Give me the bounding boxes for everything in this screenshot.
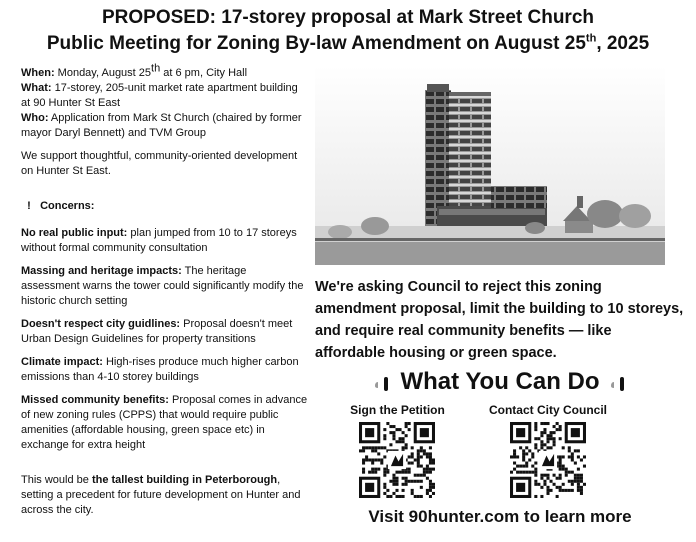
concerns-heading [21,199,308,214]
what-label: What: [21,82,52,94]
flyer-subtitle [0,32,696,55]
concern-label: Missed community benefits: [21,394,169,406]
concerns-heading-text: Concerns: [40,200,95,212]
concern-label: Doesn't respect city guidlines: [21,318,181,330]
concern-label: No real public input: [21,227,128,239]
petition-qr-code[interactable] [359,422,435,498]
closing-emphasis: the tallest building in Peterborough [91,474,278,486]
concern-text: Proposal comes in advance of new zoning rules (CPPS) that would require public amenities (affordable housing, green space etc) in exchange for extra height [21,394,308,451]
left-column [21,62,308,518]
megaphone-icon [374,373,390,393]
concern-label: Climate impact: [21,356,103,368]
concern-text: Proposal doesn't meet Urban Design Guidelines for property transitions [21,318,293,345]
concern-text: The heritage assessment warns the tower could significantly modify the historic church setting [21,265,304,307]
when-line [21,62,308,81]
website-callout: Visit 90hunter.com to learn more [368,507,632,526]
concern-item [21,264,308,309]
when-label: When: [21,67,55,79]
when-rest: at 6 pm, City Hall [160,67,248,79]
concern-item [21,393,308,453]
concern-item [21,355,308,385]
action-heading-text: What You Can Do [400,368,600,395]
subtitle-text: Public Meeting for Zoning By-law Amendment on August 25 [46,33,586,54]
who-text: Application from Mark St Church (chaired by former mayor Daryl Bennett) and TVM Group [21,112,302,139]
what-line [21,81,308,111]
closing-rest: , setting a precedent for future development on Hunter and across the city. [21,474,301,516]
council-request: We're asking Council to reject this zoning amendment proposal, limit the building to 10 storeys, and require real community benefits — like affordable housing or green space. [315,279,684,361]
support-statement: We support thoughtful, community-oriented development on Hunter St East. [21,150,298,177]
building-rendering-svg [315,66,665,265]
petition-label: Sign the Petition [350,403,445,417]
when-ordinal: th [151,62,161,75]
when-text: Monday, August 25 [54,67,152,79]
concern-text: High-rises produce much higher carbon emissions than 4-10 storey buildings [21,356,299,383]
council-qr-code[interactable] [510,422,586,498]
flyer-title: PROPOSED: 17-storey proposal at Mark Street Church [101,7,594,28]
concern-text: plan jumped from 10 to 17 storeys without formal community consultation [21,227,297,254]
concern-label: Massing and heritage impacts: [21,265,182,277]
what-text: 17-storey, 205-unit market rate apartment building at 90 Hunter St East [21,82,298,109]
subtitle-ordinal: th [585,32,597,45]
action-heading [315,368,685,396]
megaphone-icon [610,373,626,393]
who-label: Who: [21,112,49,124]
who-line [21,111,308,141]
closing-text: This would be [21,474,92,486]
building-rendering-image [315,66,665,265]
closing-statement [21,473,308,518]
exclamation-icon: ! [27,200,31,212]
concern-item [21,317,308,347]
subtitle-year: , 2025 [596,33,650,54]
council-contact-label: Contact City Council [488,403,607,417]
concern-item [21,226,308,256]
